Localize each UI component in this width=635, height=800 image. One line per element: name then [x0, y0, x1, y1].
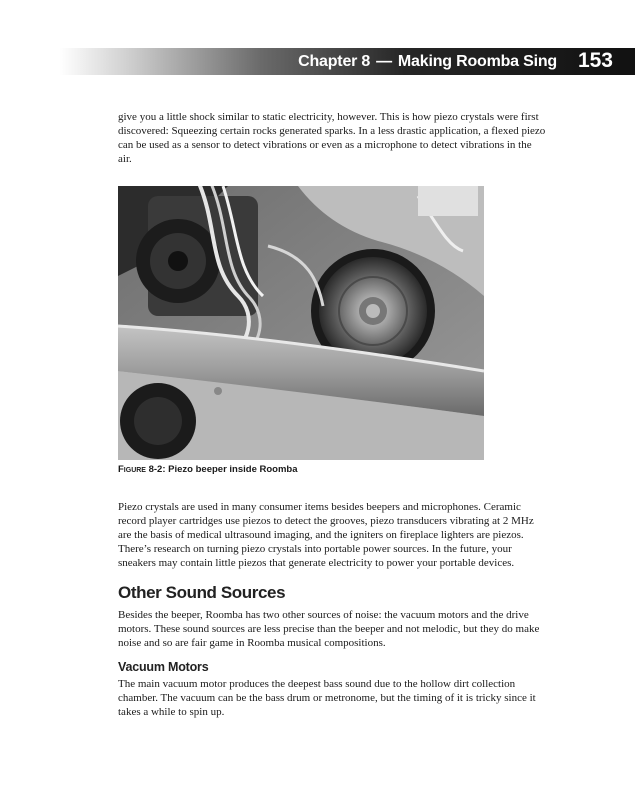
running-header — [298, 50, 557, 74]
piezo-beeper-photo — [118, 186, 484, 460]
chapter-title: Making Roomba Sing — [397, 53, 557, 70]
chapter-label: Chapter 8 — [298, 53, 371, 70]
heading-other-sound-sources: Other Sound Sources — [118, 583, 286, 602]
figure-caption — [118, 464, 298, 475]
paragraph-intro: give you a little shock similar to static electricity, however. This is how piezo crystals were first discovered: Squeezing certain rocks generated sparks. In a less drastic application, a flexed piezo can be used as a sensor to detect vibrations or even as a microphone to detect vibrations in the air. — [118, 111, 546, 165]
page-number: 153 — [577, 49, 613, 72]
paragraph-other-sources: Besides the beeper, Roomba has two other sources of noise: the vacuum motors and the drive motors. These sound sources are less precise than the beeper and not melodic, but they do make noise and so are fair game in Roomba musical compositions. — [118, 609, 540, 649]
figure-label: Figure 8-2: — [118, 464, 166, 475]
figure-caption-text: Piezo beeper inside Roomba — [168, 464, 298, 475]
paragraph-vacuum: The main vacuum motor produces the deepest bass sound due to the hollow dirt collection chamber. The vacuum can be the bass drum or metronome, but the timing of it is tricky since it takes a while to spin up. — [118, 678, 536, 718]
paragraph-piezo-uses: Piezo crystals are used in many consumer items besides beepers and microphones. Ceramic record player cartridges use piezos to detect the grooves, piezo transducers vibrating at 2 MHz are the basis of medical ultrasound imaging, and the igniters on fireplace lighters are piezos. There’s research on turning piezo crystals into portable power sources. In the future, your sneakers may contain little piezos that generate electricity to power your portable devices. — [118, 501, 534, 569]
figure-photo — [118, 186, 484, 460]
header-separator: — — [376, 53, 392, 70]
heading-vacuum-motors: Vacuum Motors — [118, 660, 209, 674]
